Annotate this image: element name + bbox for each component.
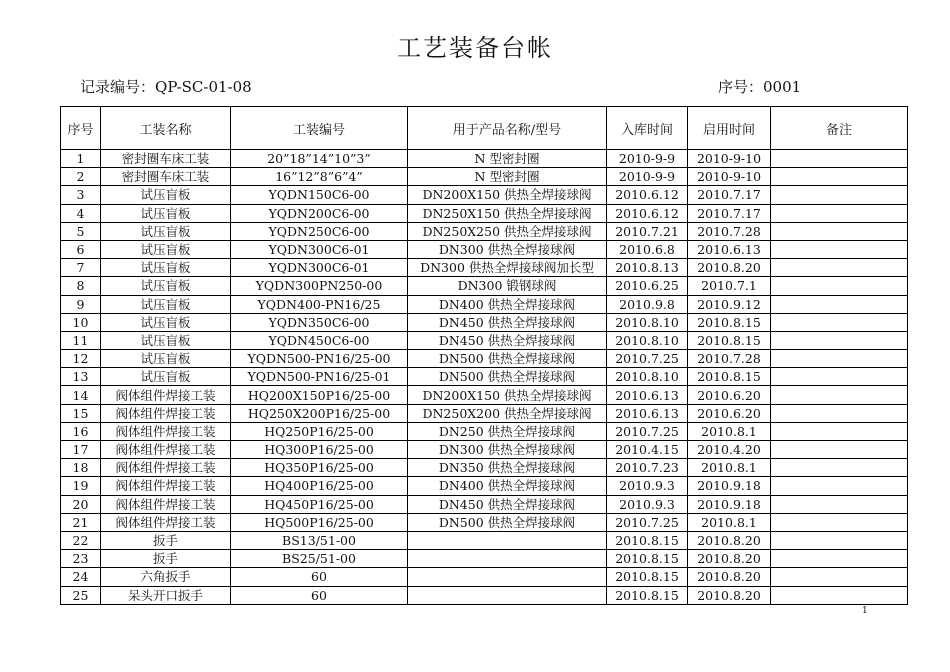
product-cell: DN500 供热全焊接球阀 bbox=[408, 368, 607, 386]
tool-name-cell: 试压盲板 bbox=[101, 277, 231, 295]
seq-cell: 17 bbox=[61, 441, 101, 459]
start-date-cell: 2010-9-10 bbox=[688, 150, 771, 168]
sequence-number-value: 0001 bbox=[763, 78, 802, 96]
start-date-cell: 2010.8.15 bbox=[688, 313, 771, 331]
remarks-cell bbox=[771, 513, 908, 531]
stock-in-date-cell: 2010.7.25 bbox=[607, 422, 688, 440]
table-row bbox=[61, 459, 908, 477]
seq-cell: 21 bbox=[61, 513, 101, 531]
stock-in-date-cell: 2010.7.23 bbox=[607, 459, 688, 477]
tool-code-cell: HQ450P16/25-00 bbox=[231, 495, 408, 513]
header-row bbox=[61, 107, 908, 150]
stock-in-date-cell: 2010.7.25 bbox=[607, 350, 688, 368]
start-date-cell: 2010.8.1 bbox=[688, 459, 771, 477]
product-cell bbox=[408, 531, 607, 549]
tool-code-cell: HQ250P16/25-00 bbox=[231, 422, 408, 440]
record-number-value: QP-SC-01-08 bbox=[155, 78, 252, 96]
tool-name-cell: 试压盲板 bbox=[101, 368, 231, 386]
tool-code-cell: HQ250X200P16/25-00 bbox=[231, 404, 408, 422]
table-row bbox=[61, 295, 908, 313]
product-cell: DN200X150 供热全焊接球阀 bbox=[408, 186, 607, 204]
seq-cell: 11 bbox=[61, 331, 101, 349]
start-date-cell: 2010.6.20 bbox=[688, 404, 771, 422]
start-date-cell: 2010.6.13 bbox=[688, 240, 771, 258]
stock-in-date-cell: 2010.7.21 bbox=[607, 222, 688, 240]
stock-in-date-cell: 2010-9-9 bbox=[607, 168, 688, 186]
tool-name-cell: 阀体组件焊接工装 bbox=[101, 404, 231, 422]
product-cell bbox=[408, 550, 607, 568]
tool-code-cell: YQDN300PN250-00 bbox=[231, 277, 408, 295]
remarks-cell bbox=[771, 204, 908, 222]
stock-in-date-cell: 2010.8.10 bbox=[607, 368, 688, 386]
product-cell bbox=[408, 568, 607, 586]
tool-name-cell: 阀体组件焊接工装 bbox=[101, 513, 231, 531]
tool-code-cell: YQDN500-PN16/25-00 bbox=[231, 350, 408, 368]
table-row bbox=[61, 550, 908, 568]
stock-in-date-cell: 2010.8.15 bbox=[607, 568, 688, 586]
table-row bbox=[61, 513, 908, 531]
product-cell: DN450 供热全焊接球阀 bbox=[408, 495, 607, 513]
product-cell: DN300 供热全焊接球阀加长型 bbox=[408, 259, 607, 277]
product-cell: DN450 供热全焊接球阀 bbox=[408, 313, 607, 331]
seq-cell: 19 bbox=[61, 477, 101, 495]
table-row bbox=[61, 441, 908, 459]
stock-in-date-cell: 2010.9.3 bbox=[607, 495, 688, 513]
start-date-cell: 2010.7.1 bbox=[688, 277, 771, 295]
remarks-cell bbox=[771, 186, 908, 204]
col-header-product: 用于产品名称/型号 bbox=[408, 107, 607, 150]
seq-cell: 14 bbox=[61, 386, 101, 404]
stock-in-date-cell: 2010.6.8 bbox=[607, 240, 688, 258]
sequence-number bbox=[718, 76, 801, 97]
seq-cell: 6 bbox=[61, 240, 101, 258]
product-cell: DN450 供热全焊接球阀 bbox=[408, 331, 607, 349]
stock-in-date-cell: 2010.4.15 bbox=[607, 441, 688, 459]
product-cell: DN200X150 供热全焊接球阀 bbox=[408, 386, 607, 404]
start-date-cell: 2010.9.18 bbox=[688, 495, 771, 513]
stock-in-date-cell: 2010.8.13 bbox=[607, 259, 688, 277]
record-number-label: 记录编号： bbox=[80, 78, 156, 96]
product-cell: DN400 供热全焊接球阀 bbox=[408, 295, 607, 313]
page-number: 1 bbox=[862, 606, 868, 616]
start-date-cell: 2010.8.20 bbox=[688, 586, 771, 604]
tool-code-cell: YQDN350C6-00 bbox=[231, 313, 408, 331]
tool-name-cell: 试压盲板 bbox=[101, 240, 231, 258]
start-date-cell: 2010.6.20 bbox=[688, 386, 771, 404]
stock-in-date-cell: 2010.9.8 bbox=[607, 295, 688, 313]
tool-name-cell: 试压盲板 bbox=[101, 331, 231, 349]
tool-code-cell: HQ200X150P16/25-00 bbox=[231, 386, 408, 404]
table-row bbox=[61, 531, 908, 549]
tool-code-cell: 20”18”14”10”3” bbox=[231, 150, 408, 168]
start-date-cell: 2010.7.28 bbox=[688, 222, 771, 240]
remarks-cell bbox=[771, 422, 908, 440]
stock-in-date-cell: 2010.6.13 bbox=[607, 386, 688, 404]
tool-name-cell: 试压盲板 bbox=[101, 186, 231, 204]
product-cell: DN250X250 供热全焊接球阀 bbox=[408, 222, 607, 240]
remarks-cell bbox=[771, 477, 908, 495]
table-row bbox=[61, 240, 908, 258]
start-date-cell: 2010.8.20 bbox=[688, 259, 771, 277]
start-date-cell: 2010-9-10 bbox=[688, 168, 771, 186]
tool-code-cell: 60 bbox=[231, 568, 408, 586]
tool-code-cell: YQDN200C6-00 bbox=[231, 204, 408, 222]
table-row bbox=[61, 186, 908, 204]
tool-name-cell: 密封圈车床工装 bbox=[101, 168, 231, 186]
table-row bbox=[61, 386, 908, 404]
start-date-cell: 2010.8.1 bbox=[688, 422, 771, 440]
remarks-cell bbox=[771, 404, 908, 422]
tool-name-cell: 试压盲板 bbox=[101, 259, 231, 277]
product-cell bbox=[408, 586, 607, 604]
start-date-cell: 2010.8.20 bbox=[688, 550, 771, 568]
table-row bbox=[61, 313, 908, 331]
product-cell: DN500 供热全焊接球阀 bbox=[408, 513, 607, 531]
start-date-cell: 2010.7.28 bbox=[688, 350, 771, 368]
col-header-tool-code: 工装编号 bbox=[231, 107, 408, 150]
seq-cell: 5 bbox=[61, 222, 101, 240]
record-number bbox=[80, 76, 252, 97]
tool-code-cell: BS13/51-00 bbox=[231, 531, 408, 549]
product-cell: DN250 供热全焊接球阀 bbox=[408, 422, 607, 440]
seq-cell: 4 bbox=[61, 204, 101, 222]
remarks-cell bbox=[771, 168, 908, 186]
col-header-remarks: 备注 bbox=[771, 107, 908, 150]
equipment-ledger-table bbox=[60, 106, 908, 605]
table-row bbox=[61, 222, 908, 240]
stock-in-date-cell: 2010-9-9 bbox=[607, 150, 688, 168]
table-row bbox=[61, 422, 908, 440]
tool-code-cell: HQ500P16/25-00 bbox=[231, 513, 408, 531]
remarks-cell bbox=[771, 240, 908, 258]
col-header-seq: 序号 bbox=[61, 107, 101, 150]
product-cell: DN300 锻钢球阀 bbox=[408, 277, 607, 295]
tool-code-cell: YQDN500-PN16/25-01 bbox=[231, 368, 408, 386]
tool-name-cell: 试压盲板 bbox=[101, 295, 231, 313]
product-cell: DN300 供热全焊接球阀 bbox=[408, 441, 607, 459]
remarks-cell bbox=[771, 295, 908, 313]
tool-code-cell: HQ400P16/25-00 bbox=[231, 477, 408, 495]
table-row bbox=[61, 495, 908, 513]
tool-name-cell: 扳手 bbox=[101, 531, 231, 549]
start-date-cell: 2010.7.17 bbox=[688, 204, 771, 222]
tool-name-cell: 呆头开口扳手 bbox=[101, 586, 231, 604]
tool-name-cell: 阀体组件焊接工装 bbox=[101, 422, 231, 440]
table-row bbox=[61, 204, 908, 222]
table-row bbox=[61, 259, 908, 277]
table-row bbox=[61, 168, 908, 186]
product-cell: DN500 供热全焊接球阀 bbox=[408, 350, 607, 368]
seq-cell: 2 bbox=[61, 168, 101, 186]
table-row bbox=[61, 277, 908, 295]
tool-code-cell: YQDN300C6-01 bbox=[231, 259, 408, 277]
seq-cell: 7 bbox=[61, 259, 101, 277]
seq-cell: 23 bbox=[61, 550, 101, 568]
product-cell: N 型密封圈 bbox=[408, 168, 607, 186]
seq-cell: 20 bbox=[61, 495, 101, 513]
stock-in-date-cell: 2010.8.15 bbox=[607, 550, 688, 568]
seq-cell: 9 bbox=[61, 295, 101, 313]
remarks-cell bbox=[771, 568, 908, 586]
table-row bbox=[61, 350, 908, 368]
stock-in-date-cell: 2010.6.13 bbox=[607, 404, 688, 422]
tool-code-cell: 16”12”8”6”4” bbox=[231, 168, 408, 186]
page-title: 工艺装备台帐 bbox=[397, 34, 553, 62]
remarks-cell bbox=[771, 441, 908, 459]
product-cell: N 型密封圈 bbox=[408, 150, 607, 168]
table-row bbox=[61, 404, 908, 422]
remarks-cell bbox=[771, 550, 908, 568]
remarks-cell bbox=[771, 459, 908, 477]
tool-code-cell: YQDN250C6-00 bbox=[231, 222, 408, 240]
table-body bbox=[61, 150, 908, 605]
tool-name-cell: 阀体组件焊接工装 bbox=[101, 459, 231, 477]
seq-cell: 15 bbox=[61, 404, 101, 422]
tool-name-cell: 阀体组件焊接工装 bbox=[101, 477, 231, 495]
tool-code-cell: YQDN400-PN16/25 bbox=[231, 295, 408, 313]
table-row bbox=[61, 568, 908, 586]
tool-name-cell: 试压盲板 bbox=[101, 222, 231, 240]
product-cell: DN250X150 供热全焊接球阀 bbox=[408, 204, 607, 222]
stock-in-date-cell: 2010.6.12 bbox=[607, 204, 688, 222]
col-header-tool-name: 工装名称 bbox=[101, 107, 231, 150]
tool-name-cell: 六角扳手 bbox=[101, 568, 231, 586]
table-row bbox=[61, 586, 908, 604]
tool-name-cell: 试压盲板 bbox=[101, 204, 231, 222]
col-header-start-date: 启用时间 bbox=[688, 107, 771, 150]
seq-cell: 22 bbox=[61, 531, 101, 549]
tool-code-cell: BS25/51-00 bbox=[231, 550, 408, 568]
table-row bbox=[61, 477, 908, 495]
col-header-stock-in-date: 入库时间 bbox=[607, 107, 688, 150]
product-cell: DN300 供热全焊接球阀 bbox=[408, 240, 607, 258]
remarks-cell bbox=[771, 259, 908, 277]
stock-in-date-cell: 2010.7.25 bbox=[607, 513, 688, 531]
remarks-cell bbox=[771, 277, 908, 295]
seq-cell: 13 bbox=[61, 368, 101, 386]
seq-cell: 3 bbox=[61, 186, 101, 204]
tool-code-cell: HQ350P16/25-00 bbox=[231, 459, 408, 477]
tool-name-cell: 试压盲板 bbox=[101, 350, 231, 368]
seq-cell: 10 bbox=[61, 313, 101, 331]
product-cell: DN350 供热全焊接球阀 bbox=[408, 459, 607, 477]
stock-in-date-cell: 2010.9.3 bbox=[607, 477, 688, 495]
stock-in-date-cell: 2010.6.12 bbox=[607, 186, 688, 204]
tool-code-cell: YQDN300C6-01 bbox=[231, 240, 408, 258]
seq-cell: 18 bbox=[61, 459, 101, 477]
tool-name-cell: 阀体组件焊接工装 bbox=[101, 441, 231, 459]
tool-name-cell: 阀体组件焊接工装 bbox=[101, 386, 231, 404]
start-date-cell: 2010.4.20 bbox=[688, 441, 771, 459]
remarks-cell bbox=[771, 331, 908, 349]
tool-name-cell: 试压盲板 bbox=[101, 313, 231, 331]
remarks-cell bbox=[771, 150, 908, 168]
stock-in-date-cell: 2010.8.10 bbox=[607, 331, 688, 349]
start-date-cell: 2010.8.20 bbox=[688, 568, 771, 586]
start-date-cell: 2010.8.15 bbox=[688, 368, 771, 386]
remarks-cell bbox=[771, 495, 908, 513]
seq-cell: 1 bbox=[61, 150, 101, 168]
remarks-cell bbox=[771, 368, 908, 386]
seq-cell: 25 bbox=[61, 586, 101, 604]
seq-cell: 8 bbox=[61, 277, 101, 295]
tool-code-cell: YQDN150C6-00 bbox=[231, 186, 408, 204]
remarks-cell bbox=[771, 386, 908, 404]
seq-cell: 16 bbox=[61, 422, 101, 440]
product-cell: DN400 供热全焊接球阀 bbox=[408, 477, 607, 495]
tool-code-cell: 60 bbox=[231, 586, 408, 604]
tool-name-cell: 扳手 bbox=[101, 550, 231, 568]
tool-code-cell: HQ300P16/25-00 bbox=[231, 441, 408, 459]
stock-in-date-cell: 2010.8.10 bbox=[607, 313, 688, 331]
product-cell: DN250X200 供热全焊接球阀 bbox=[408, 404, 607, 422]
tool-name-cell: 密封圈车床工装 bbox=[101, 150, 231, 168]
remarks-cell bbox=[771, 531, 908, 549]
remarks-cell bbox=[771, 586, 908, 604]
stock-in-date-cell: 2010.8.15 bbox=[607, 586, 688, 604]
seq-cell: 24 bbox=[61, 568, 101, 586]
table-row bbox=[61, 150, 908, 168]
start-date-cell: 2010.8.15 bbox=[688, 331, 771, 349]
seq-cell: 12 bbox=[61, 350, 101, 368]
remarks-cell bbox=[771, 350, 908, 368]
start-date-cell: 2010.7.17 bbox=[688, 186, 771, 204]
stock-in-date-cell: 2010.8.15 bbox=[607, 531, 688, 549]
table-row bbox=[61, 331, 908, 349]
remarks-cell bbox=[771, 222, 908, 240]
start-date-cell: 2010.9.18 bbox=[688, 477, 771, 495]
start-date-cell: 2010.9.12 bbox=[688, 295, 771, 313]
stock-in-date-cell: 2010.6.25 bbox=[607, 277, 688, 295]
start-date-cell: 2010.8.1 bbox=[688, 513, 771, 531]
start-date-cell: 2010.8.20 bbox=[688, 531, 771, 549]
remarks-cell bbox=[771, 313, 908, 331]
sequence-number-label: 序号： bbox=[718, 78, 764, 96]
tool-code-cell: YQDN450C6-00 bbox=[231, 331, 408, 349]
tool-name-cell: 阀体组件焊接工装 bbox=[101, 495, 231, 513]
table-row bbox=[61, 368, 908, 386]
